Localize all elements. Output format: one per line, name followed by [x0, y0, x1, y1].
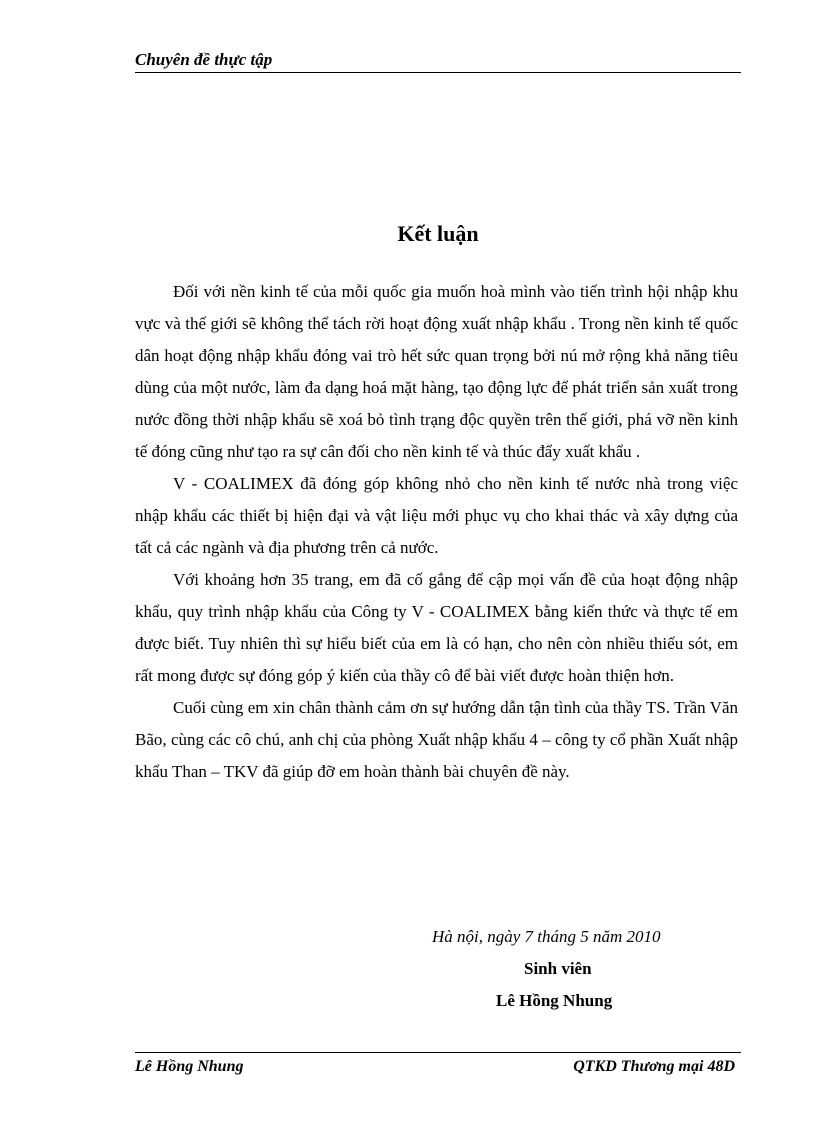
paragraph-2: V - COALIMEX đã đóng góp không nhỏ cho nền kinh tế nước nhà trong việc nhập khẩu các thiết bị hiện đại và vật liệu mới phục vụ cho khai thác và xây dựng của tất cả các ngành và địa phương trên cả nước. [135, 474, 738, 557]
signature-role: Sinh viên [524, 959, 592, 978]
footer-author: Lê Hồng Nhung [135, 1058, 244, 1075]
signature-name: Lê Hồng Nhung [496, 991, 613, 1010]
header-title: Chuyên đề thực tập [135, 50, 273, 69]
signature-block [400, 921, 730, 1017]
page-title: Kết luận [397, 221, 479, 246]
paragraph-4: Cuối cùng em xin chân thành cảm ơn sự hướng dẫn tận tình của thầy TS. Trần Văn Bão, cùng các cô chú, anh chị của phòng Xuất nhập khẩu 4 – công ty cổ phần Xuất nhập khẩu Than – TKV đã giúp đỡ em hoàn thành bài chuyên đề này. [135, 698, 738, 781]
paragraph-1: Đối với nền kinh tế của mỗi quốc gia muốn hoà mình vào tiến trình hội nhập khu vực và thế giới sẽ không thể tách rời hoạt động xuất nhập khẩu . Trong nền kinh tế quốc dân hoạt động nhập khẩu đóng vai trò hết sức quan trọng bởi nú mở rộng khả năng tiêu dùng của một nước, làm đa dạng hoá mặt hàng, tạo động lực để phát triển sản xuất trong nước đồng thời nhập khẩu sẽ xoá bỏ tình trạng độc quyền trên thế giới, phá vỡ nền kinh tế đóng cũng như tạo ra sự cân đối cho nền kinh tế và thúc đẩy xuất khẩu . [135, 282, 738, 461]
page-header [135, 50, 741, 73]
page-footer [135, 1052, 741, 1077]
document-body [135, 276, 738, 788]
signature-date: Hà nội, ngày 7 tháng 5 năm 2010 [432, 927, 661, 946]
footer-class: QTKD Thương mại 48D [573, 1058, 735, 1075]
paragraph-3: Với khoảng hơn 35 trang, em đã cố gắng để cập mọi vấn đề của hoạt động nhập khẩu, quy trình nhập khẩu của Công ty V - COALIMEX bằng kiến thức và thực tế em được biết. Tuy nhiên thì sự hiểu biết của em là có hạn, cho nên còn nhiều thiếu sót, em rất mong được sự đóng góp ý kiến của thầy cô để bài viết được hoàn thiện hơn. [135, 570, 738, 685]
